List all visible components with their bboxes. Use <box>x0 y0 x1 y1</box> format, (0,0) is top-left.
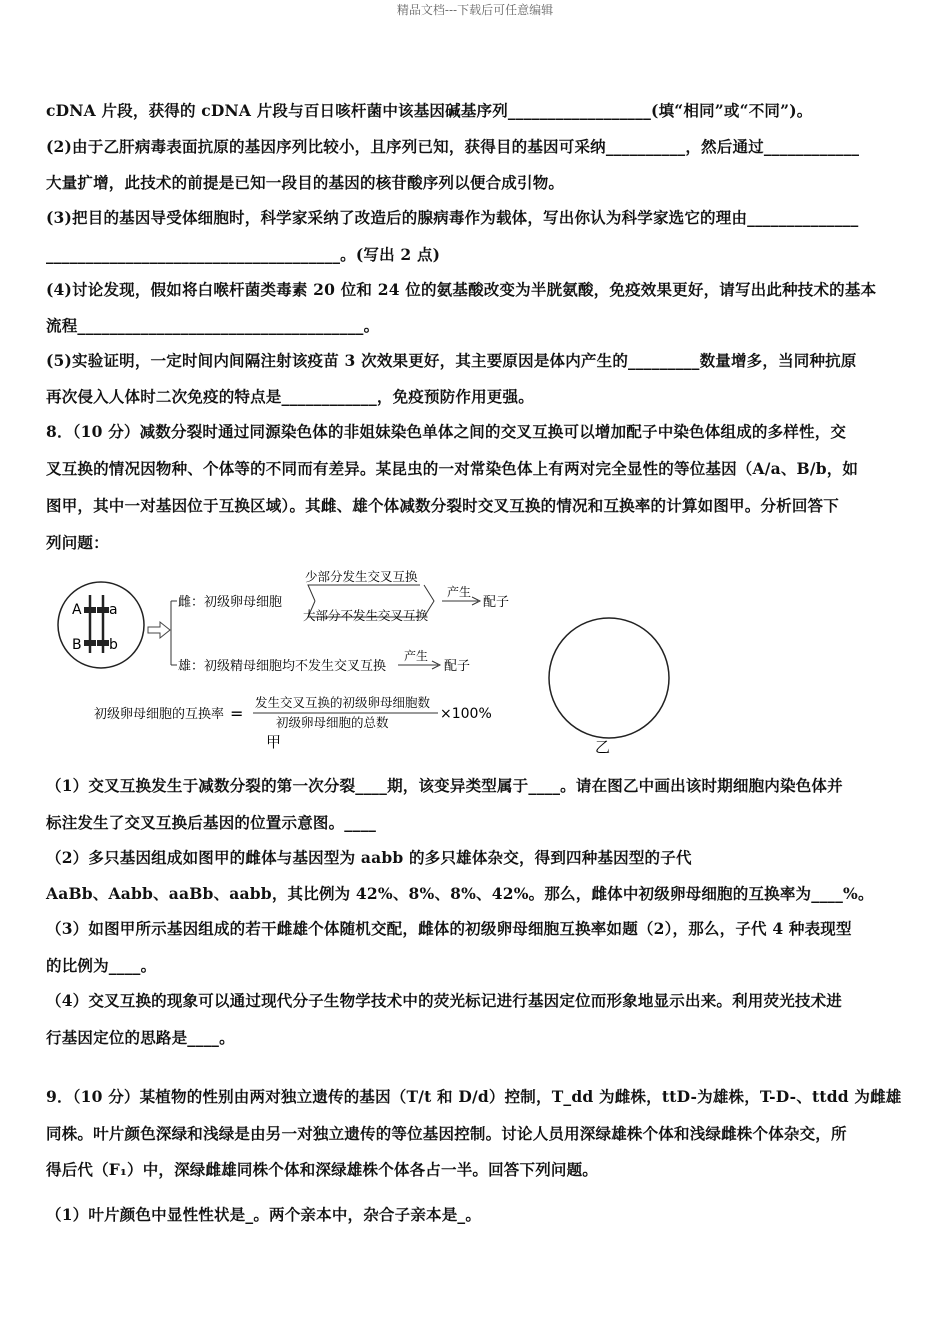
figure-yi <box>540 617 680 757</box>
question-8-3: （3）如图甲所示基因组成的若干雌雄个体随机交配，雌体的初级卵母细胞互换率如题（2），那么，子代 4 种表现型 <box>46 919 852 938</box>
text-line: 列问题： <box>46 533 109 552</box>
gamete-label-bottom: 配子 <box>444 659 471 674</box>
text-line: (4)讨论发现，假如将白喉杆菌类毒素 20 位和 24 位的氨基酸改变为半胱氨酸，免疫效果更好，请写出此种技术的基本 <box>46 280 877 299</box>
branch-bottom: 大部分不发生交叉互换 <box>303 608 429 623</box>
hollow-arrow-icon <box>148 622 170 638</box>
question-8-line: 8．（10 分）减数分裂时通过同源染色体的非姐妹染色单体之间的交叉互换可以增加配子中染色体组成的多样性，交 <box>46 422 847 441</box>
label-jia: 甲 <box>266 733 282 751</box>
formula-denominator: 初级卵母细胞的总数 <box>276 715 389 730</box>
formula-times: ×100% <box>440 706 492 722</box>
page-header: 精品文档---下载后可任意编辑 <box>396 3 554 17</box>
figure-jia-yi <box>50 565 550 760</box>
text-line: 的比例为____。 <box>46 956 157 975</box>
formula-numerator: 发生交叉互换的初级卵母细胞数 <box>255 695 431 710</box>
text-line: 得后代（F₁）中，深绿雌雄同株个体和深绿雄株个体各占一半。回答下列问题。 <box>46 1160 598 1179</box>
branch-top: 少部分发生交叉互换 <box>305 569 418 584</box>
cell-circle <box>58 582 144 668</box>
produce-label-top: 产生 <box>447 585 472 599</box>
text-line: _____________________________________。(写出 2 点) <box>46 245 441 264</box>
male-label: 雄：初级精母细胞均不发生交叉互换 <box>178 659 387 674</box>
empty-cell-circle <box>549 618 669 738</box>
question-9-line: 9．（10 分）某植物的性别由两对独立遗传的基因（T/t 和 D/d）控制，T_dd 为雌株，ttD-为雄株，T-D-、ttdd 为雌雄 <box>46 1087 902 1106</box>
text-line: (5)实验证明，一定时间内间隔注射该疫苗 3 次效果更好，其主要原因是体内产生的_________数量增多，当同种抗原 <box>46 351 857 370</box>
text-line: 再次侵入人体时二次免疫的特点是____________，免疫预防作用更强。 <box>46 387 534 406</box>
text-line: cDNA 片段，获得的 cDNA 片段与百日咳杆菌中该基因碱基序列__________________(填“相同”或“不同”)。 <box>46 101 813 120</box>
formula-equals: = <box>230 704 244 723</box>
gene-B: B <box>72 637 82 653</box>
female-label: 雌：初级卵母细胞 <box>178 595 283 610</box>
gene-a: a <box>109 602 118 618</box>
question-8-4: （4）交叉互换的现象可以通过现代分子生物学技术中的荧光标记进行基因定位而形象地显示出来。利用荧光技术进 <box>46 991 842 1010</box>
gamete-label-top: 配子 <box>483 595 510 610</box>
question-8-2: （2）多只基因组成如图甲的雌体与基因型为 aabb 的多只雄体杂交，得到四种基因型的子代 <box>46 848 692 867</box>
text-line: 行基因定位的思路是____。 <box>46 1028 235 1047</box>
text-line: 叉互换的情况因物种、个体等的不同而有差异。某昆虫的一对常染色体上有两对完全显性的等位基因（A/a、B/b，如 <box>46 459 859 478</box>
text-line: (2)由于乙肝病毒表面抗原的基因序列比较小，且序列已知，获得目的基因可采纳__________，然后通过____________ <box>46 137 860 156</box>
text-line: 图甲，其中一对基因位于互换区域）。其雌、雄个体减数分裂时交叉互换的情况和互换率的计算如图甲。分析回答下 <box>46 496 839 515</box>
text-line: (3)把目的基因导受体细胞时，科学家采纳了改造后的腺病毒作为载体，写出你认为科学家选它的理由______________ <box>46 208 859 227</box>
text-line: 同株。叶片颜色深绿和浅绿是由另一对独立遗传的等位基因控制。讨论人员用深绿雄株个体和浅绿雌株个体杂交，所 <box>46 1124 847 1143</box>
gene-A: A <box>72 602 82 618</box>
gene-b: b <box>109 637 118 653</box>
text-line: 标注发生了交叉互换后基因的位置示意图。____ <box>46 813 377 832</box>
produce-label-bottom: 产生 <box>404 649 429 663</box>
formula-left: 初级卵母细胞的互换率 <box>94 707 225 722</box>
text-line: AaBb、Aabb、aaBb、aabb，其比例为 42%、8%、8%、42%。那么，雌体中初级卵母细胞的互换率为____%。 <box>46 884 874 903</box>
question-9-1: （1）叶片颜色中显性性状是_。两个亲本中，杂合子亲本是_。 <box>46 1205 482 1224</box>
text-line: 大量扩增，此技术的前提是已知一段目的基因的核苷酸序列以便合成引物。 <box>46 173 565 192</box>
text-line: 流程____________________________________。 <box>46 316 380 335</box>
label-yi: 乙 <box>595 738 611 756</box>
question-8-1: （1）交叉互换发生于减数分裂的第一次分裂____期，该变异类型属于____。请在图乙中画出该时期细胞内染色体并 <box>46 776 843 795</box>
